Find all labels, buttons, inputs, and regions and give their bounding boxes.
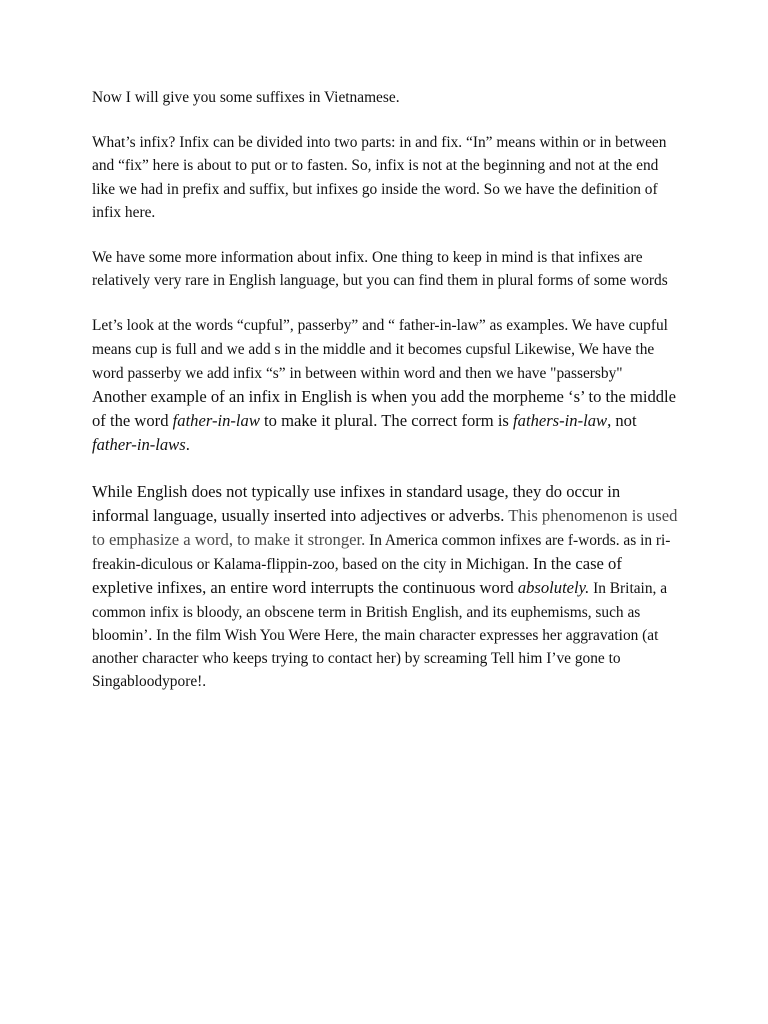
document-body	[92, 86, 678, 715]
expletive-text: In the case of expletive infixes, an entire word interrupts the continuous word	[92, 554, 622, 598]
term-father-in-laws: father-in-laws	[92, 435, 186, 455]
paragraph-infix-info: We have some more information about infix. One thing to keep in mind is that infixes are relatively very rare in English language, but you can find them in plural forms of some words	[92, 249, 668, 290]
morpheme-text: Another example of an infix in English is when you add the morpheme ‘s’ to the middle of the word	[92, 387, 677, 431]
plural-text: to make it plural. The correct form is	[259, 411, 514, 431]
examples-text: Let’s look at the words “cupful”, passerby” and “ father-in-law” as examples. We have cupful means cup is full and we add s in the middle and it becomes cupsful Likewise, We have the word passerby we add infix “s” in between within word and then we have "passersby"	[92, 317, 668, 382]
emphasis-text: This phenomenon is used to emphasize a word, to make it stronger.	[92, 505, 678, 550]
paragraph-intro: Now I will give you some suffixes in Vietnamese.	[92, 89, 400, 106]
informal-text: While English does not typically use infixes in standard usage, they do occur in informal language, usually inserted into adjectives or adverbs.	[92, 481, 621, 525]
paragraph-informal-usage	[92, 480, 678, 694]
term-fathers-in-law: fathers-in-law	[513, 411, 608, 431]
paragraph-infix-definition: What’s infix? Infix can be divided into two parts: in and fix. “In” means within or in between and “fix” here is about to put or to fasten. So, infix is not at the beginning and not at the end like we had in prefix and suffix, but infixes go inside the word. So we have the definition of infix here.	[92, 134, 667, 221]
america-text: In America common infixes are f-words. as in ri-freakin-diculous or Kalama-flippin-zoo, based on the city in Michigan.	[92, 532, 671, 574]
britain-text: In Britain, a common infix is bloody, an obscene term in British English, and its euphemisms, such as bloomin’. In the film Wish You Were Here, the main character expresses her aggravation (at another character who keeps trying to contact her) by screaming Tell him I’ve gone to Singabloodypore!.	[92, 580, 668, 691]
term-father-in-law: father-in-law	[172, 411, 260, 431]
paragraph-examples	[92, 314, 678, 457]
term-absolutely: absolutely.	[517, 578, 590, 598]
period-text: .	[185, 435, 190, 455]
not-text: , not	[607, 411, 637, 431]
